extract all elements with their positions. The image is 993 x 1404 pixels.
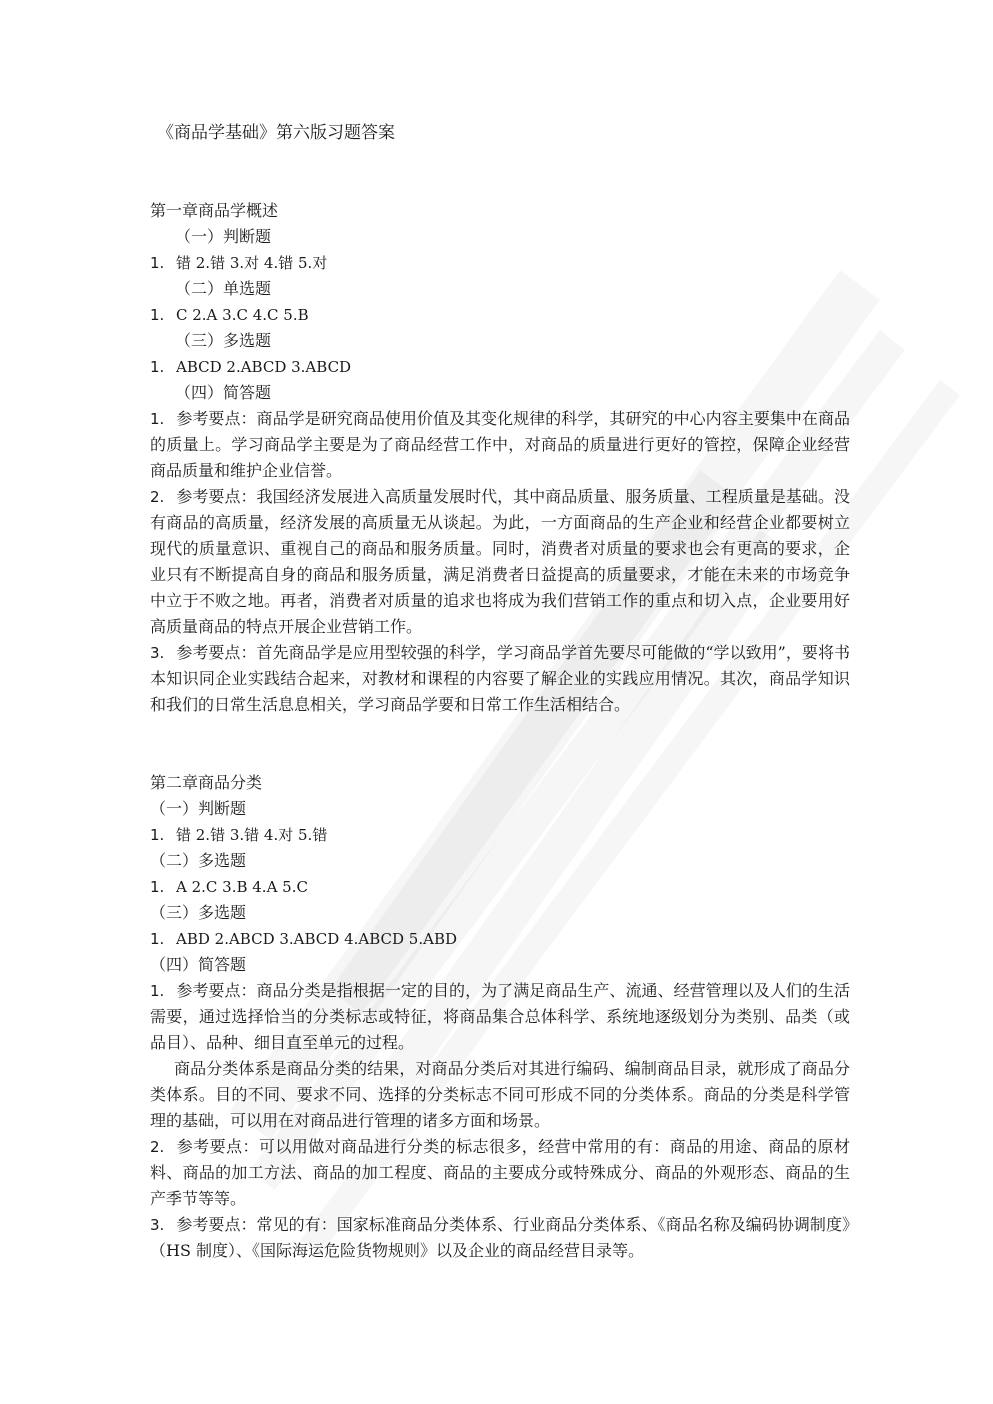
answer-line bbox=[150, 302, 850, 328]
essay-number: 1. bbox=[150, 982, 165, 1000]
essay-answer bbox=[150, 1134, 850, 1212]
essay-text: 参考要点：我国经济发展进入高质量发展时代，其中商品质量、服务质量、工程质量是基础。没有商品的高质量，经济发展的高质量无从谈起。为此，一方面商品的生产企业和经营企业都要树立现代的质量意识、重视自己的商品和服务质量。同时，消费者对质量的要求也会有更高的要求，企业只有不断提高自身的商品和服务质量，满足消费者日益提高的质量要求，才能在未来的市场竞争中立于不败之地。再者，消费者对质量的追求也将成为我们营销工作的重点和切入点，企业要用好高质量商品的特点开展企业营销工作。 bbox=[150, 487, 850, 636]
essay-answer bbox=[150, 406, 850, 484]
answer-number: 1. bbox=[150, 826, 165, 844]
answer-line bbox=[150, 874, 850, 900]
answer-text: 错 2.错 3.对 4.错 5.对 bbox=[176, 254, 328, 272]
essay-number: 2. bbox=[150, 1138, 165, 1156]
answer-text: C 2.A 3.C 4.C 5.B bbox=[176, 306, 309, 324]
answer-number: 1. bbox=[150, 930, 165, 948]
essay-text: 参考要点：首先商品学是应用型较强的科学，学习商品学首先要尽可能做的“学以致用”，要将书本知识同企业实践结合起来，对教材和课程的内容要了解企业的实践应用情况。其次，商品学知识和我们的日常生活息息相关，学习商品学要和日常工作生活相结合。 bbox=[150, 643, 850, 714]
answer-line bbox=[150, 250, 850, 276]
essay-number: 3. bbox=[150, 644, 165, 662]
section-label: （二）单选题 bbox=[175, 279, 272, 298]
chapter-title: 第二章商品分类 bbox=[150, 773, 263, 792]
essay-continuation bbox=[150, 1056, 850, 1134]
answer-line bbox=[150, 926, 850, 952]
essay-number: 1. bbox=[150, 410, 165, 428]
essay-text: 参考要点：常见的有：国家标准商品分类体系、行业商品分类体系、《商品名称及编码协调制度》（HS 制度）、《国际海运危险货物规则》以及企业的商品经营目录等。 bbox=[150, 1215, 850, 1260]
essay-number: 3. bbox=[150, 1216, 165, 1234]
essay-number: 2. bbox=[150, 488, 165, 506]
section-label: （一）判断题 bbox=[175, 227, 272, 246]
essay-text: 参考要点：商品学是研究商品使用价值及其变化规律的科学，其研究的中心内容主要集中在商品的质量上。学习商品学主要是为了商品经营工作中，对商品的质量进行更好的管控，保障企业经营商品质量和维护企业信誉。 bbox=[150, 409, 850, 480]
section-label: （四）简答题 bbox=[150, 955, 247, 974]
section-label: （三）多选题 bbox=[150, 903, 247, 922]
answer-line bbox=[150, 822, 850, 848]
section-label: （四）简答题 bbox=[175, 383, 272, 402]
document-title: 《商品学基础》第六版习题答案 bbox=[157, 123, 395, 143]
essay-text: 参考要点：可以用做对商品进行分类的标志很多，经营中常用的有：商品的用途、商品的原材料、商品的加工方法、商品的加工程度、商品的主要成分或特殊成分、商品的外观形态、商品的生产季节等等。 bbox=[150, 1137, 850, 1208]
essay-text: 参考要点：商品分类是指根据一定的目的，为了满足商品生产、流通、经营管理以及人们的生活需要，通过选择恰当的分类标志或特征，将商品集合总体科学、系统地逐级划分为类别、品类（或品目）、品种、细目直至单元的过程。 bbox=[150, 981, 850, 1052]
answer-line bbox=[150, 354, 850, 380]
chapter-2 bbox=[150, 770, 850, 1264]
answer-text: ABD 2.ABCD 3.ABCD 4.ABCD 5.ABD bbox=[176, 930, 457, 948]
chapter-title: 第一章商品学概述 bbox=[150, 201, 279, 220]
essay-answer bbox=[150, 640, 850, 718]
essay-answer bbox=[150, 978, 850, 1056]
answer-number: 1. bbox=[150, 306, 165, 324]
essay-answer bbox=[150, 484, 850, 640]
answer-text: 错 2.错 3.错 4.对 5.错 bbox=[176, 826, 328, 844]
answer-number: 1. bbox=[150, 878, 165, 896]
answer-text: ABCD 2.ABCD 3.ABCD bbox=[176, 358, 352, 376]
section-label: （一）判断题 bbox=[150, 799, 247, 818]
answer-number: 1. bbox=[150, 358, 165, 376]
answer-number: 1. bbox=[150, 254, 165, 272]
answer-text: A 2.C 3.B 4.A 5.C bbox=[176, 878, 308, 896]
section-label: （二）多选题 bbox=[150, 851, 247, 870]
essay-text: 商品分类体系是商品分类的结果，对商品分类后对其进行编码、编制商品目录，就形成了商品分类体系。目的不同、要求不同、选择的分类标志不同可形成不同的分类体系。商品的分类是科学管理的基础，可以用在对商品进行管理的诸多方面和场景。 bbox=[150, 1059, 850, 1130]
chapter-1 bbox=[150, 198, 850, 718]
essay-answer bbox=[150, 1212, 850, 1264]
section-label: （三）多选题 bbox=[175, 331, 272, 350]
